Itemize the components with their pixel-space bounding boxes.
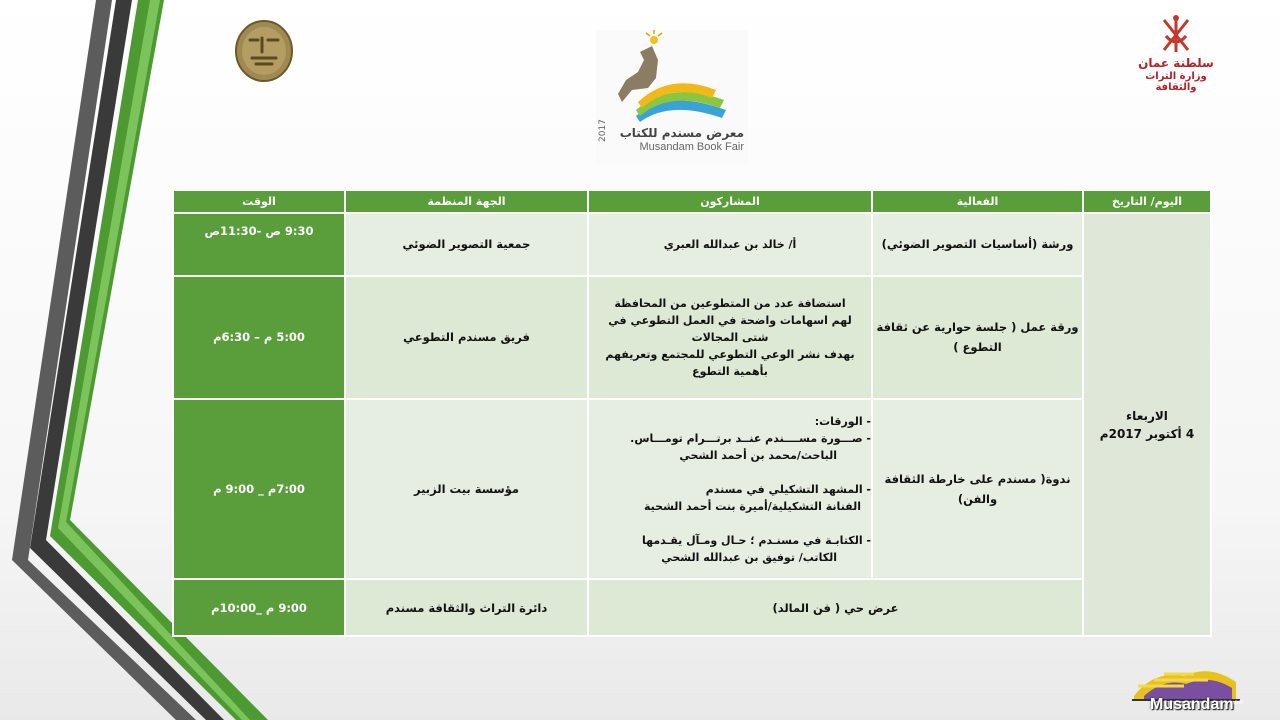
header-time: الوقت — [173, 190, 345, 213]
time-cell: 7:00م _ 9:00 م — [173, 399, 345, 579]
book-fair-emblem-icon — [596, 30, 748, 126]
activity-cell: ورقة عمل ( جلسة حوارية عن ثقافة التطوع ) — [872, 276, 1083, 399]
organizer-cell: جمعية التصوير الضوئي — [345, 213, 588, 276]
participants-cell — [588, 276, 872, 399]
oman-emblem-icon — [1128, 12, 1224, 56]
ministry-logo — [1128, 12, 1224, 93]
header-activity: الفعالية — [872, 190, 1083, 213]
header-participants: المشاركون — [588, 190, 872, 213]
ministry-name-line2: وزارة التراث والثقافة — [1145, 71, 1207, 93]
time-cell: 5:00 م – 6:30م — [173, 276, 345, 399]
participants-line: - صـــورة مســــندم عنــد برتـــرام تومـــاس. — [630, 431, 871, 445]
spacer — [589, 464, 871, 481]
participants-line: بهدف نشر الوعي التطوعي للمجتمع وتعريفهم — [605, 347, 855, 361]
schedule-table — [172, 189, 1212, 637]
activity-cell-merged: عرض حي ( فن المالد) — [588, 579, 1083, 636]
table-header-row — [173, 190, 1211, 213]
spacer — [589, 515, 871, 532]
book-fair-year: 2017 — [598, 119, 608, 142]
participants-line: الفنانة التشكيلية/أميرة بنت أحمد الشحية — [644, 499, 861, 513]
table-row — [173, 276, 1211, 399]
musandam-net-logo — [1124, 656, 1244, 716]
table-row — [173, 579, 1211, 636]
ministry-name-line1: سلطنة عمان — [1138, 56, 1214, 70]
participants-line: لهم اسهامات واضحة في العمل التطوعي في — [608, 313, 852, 327]
participants-line: شتى المجالات — [691, 330, 769, 344]
participants-line: الكاتب/ توفيق بن عبدالله الشحي — [661, 550, 837, 564]
participants-cell: أ/ خالد بن عبدالله العبري — [588, 213, 872, 276]
time-cell: 9:00 م _10:00م — [173, 579, 345, 636]
organizer-cell: دائرة التراث والثقافة مسندم — [345, 579, 588, 636]
activity-cell: ورشة (أساسيات التصوير الضوئي) — [872, 213, 1083, 276]
organizer-cell: فريق مسندم التطوعي — [345, 276, 588, 399]
time-cell: 9:30 ص -11:30ص — [173, 213, 345, 276]
date-cell — [1083, 213, 1211, 636]
header-organizer: الجهة المنظمة — [345, 190, 588, 213]
book-fair-title-en: Musandam Book Fair — [639, 141, 744, 153]
participants-line: استضافة عدد من المتطوعين من المحافظة — [614, 296, 846, 310]
book-fair-title-ar: معرض مسندم للكتاب — [619, 126, 744, 140]
book-fair-logo — [596, 30, 748, 166]
date-day: الاربعاء — [1126, 408, 1168, 423]
site-name: Musandam — [1150, 696, 1234, 713]
participants-cell — [588, 399, 872, 579]
participants-line: الباحث/محمد بن أحمد الشحي — [679, 448, 837, 462]
table-row — [173, 213, 1211, 276]
activity-cell: ندوة( مسندم على خارطة الثقافة والفن) — [872, 399, 1083, 579]
participants-line: - الكتابـة في مسنـدم ؛ حـال ومـآل يقـدمها — [641, 533, 871, 547]
participants-line: - المشهد التشكيلي في مسندم — [705, 482, 871, 496]
date-full: 4 أكتوبر 2017م — [1099, 426, 1195, 441]
participants-line: بأهمية التطوع — [692, 364, 768, 378]
coin-seal-icon — [232, 18, 296, 84]
table-row — [173, 399, 1211, 579]
header-date: اليوم/ التاريخ — [1083, 190, 1211, 213]
organizer-cell: مؤسسة بيت الزبير — [345, 399, 588, 579]
site-suffix: .net — [1233, 700, 1244, 706]
participants-line: - الورقات: — [814, 414, 871, 428]
